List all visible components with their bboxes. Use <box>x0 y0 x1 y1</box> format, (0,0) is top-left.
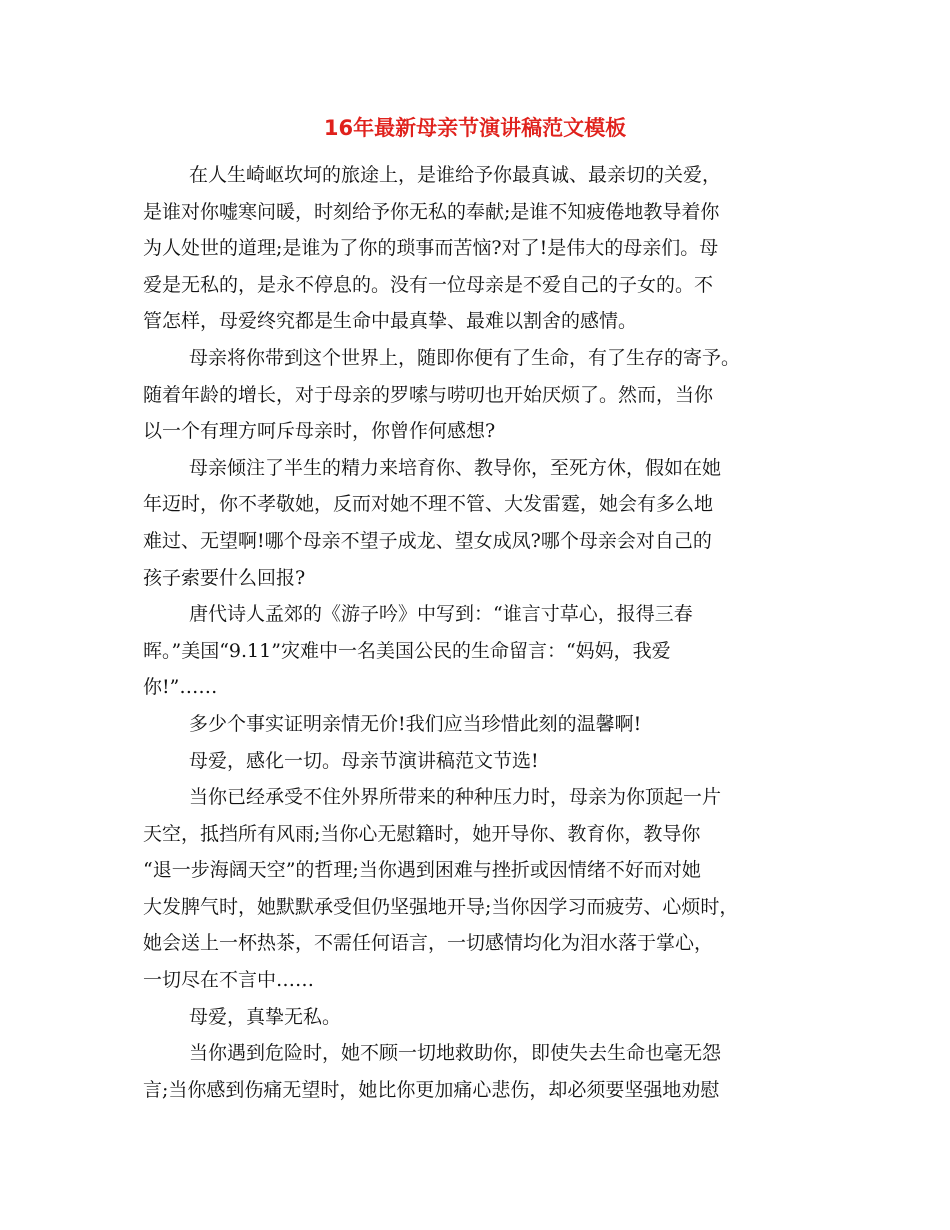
text-line: 一切尽在不言中…… <box>143 969 315 992</box>
document-body <box>143 157 833 1108</box>
text-line: 多少个事实证明亲情无价!我们应当珍惜此刻的温馨啊! <box>189 712 642 735</box>
text-line: 在人生崎岖坎坷的旅途上，是谁给予你最真诚、最亲切的关爱， <box>189 164 722 186</box>
text-line: 当你遇到危险时，她不顾一切地救助你，即使失去生命也毫无怨 <box>189 1042 722 1065</box>
text-line: 管怎样，母爱终究都是生命中最真挚、最难以割舍的感情。 <box>143 310 638 333</box>
text-line: 母爱，真挚无私。 <box>189 1005 342 1028</box>
text-line: 母亲将你带到这个世界上，随即你便有了生命，有了生存的寄予。 <box>189 346 741 369</box>
text-line: 是谁对你嘘寒问暖，时刻给予你无私的奉献;是谁不知疲倦地教导着你 <box>143 200 720 223</box>
text-line: 孩子索要什么回报? <box>143 566 306 589</box>
text-line: 天空，抵挡所有风雨;当你心无慰籍时，她开导你、教育你，教导你 <box>143 822 701 845</box>
text-line: “退一步海阔天空”的哲理;当你遇到困难与挫折或因情绪不好而对她 <box>143 859 701 882</box>
text-line: 难过、无望啊!哪个母亲不望子成龙、望女成凤?哪个母亲会对自己的 <box>143 529 712 552</box>
text-line: 当你已经承受不住外界所带来的种种压力时，母亲为你顶起一片 <box>189 786 722 809</box>
text-line: 爱是无私的，是永不停息的。没有一位母亲是不爱自己的子女的。不 <box>143 273 714 296</box>
text-line: 唐代诗人孟郊的《游子吟》中写到：“谁言寸草心，报得三春 <box>189 603 693 626</box>
text-line: 晖。”美国“9.11”灾难中一名美国公民的生命留言：“妈妈，我爱 <box>143 639 671 662</box>
text-line: 大发脾气时，她默默承受但仍坚强地开导;当你因学习而疲劳、心烦时， <box>143 895 739 918</box>
text-line: 母爱，感化一切。母亲节演讲稿范文节选! <box>189 749 539 772</box>
text-line: 言;当你感到伤痛无望时，她比你更加痛心悲伤，却必须要坚强地劝慰 <box>143 1078 720 1101</box>
document-title: 16年最新母亲节演讲稿范文模板 <box>323 116 627 140</box>
text-line: 年迈时，你不孝敬她，反而对她不理不管、大发雷霆，她会有多么地 <box>143 493 714 516</box>
text-line: 为人处世的道理;是谁为了你的琐事而苦恼?对了!是伟大的母亲们。母 <box>143 237 719 260</box>
text-line: 以一个有理方呵斥母亲时，你曾作何感想? <box>143 420 496 443</box>
text-line: 随着年龄的增长，对于母亲的罗嗦与唠叨也开始厌烦了。然而，当你 <box>143 383 714 406</box>
text-line: 你!”…… <box>143 676 218 699</box>
text-line: 母亲倾注了半生的精力来培育你、教导你，至死方休，假如在她 <box>189 456 722 479</box>
text-line: 她会送上一杯热茶，不需任何语言，一切感情均化为泪水落于掌心， <box>143 932 714 955</box>
